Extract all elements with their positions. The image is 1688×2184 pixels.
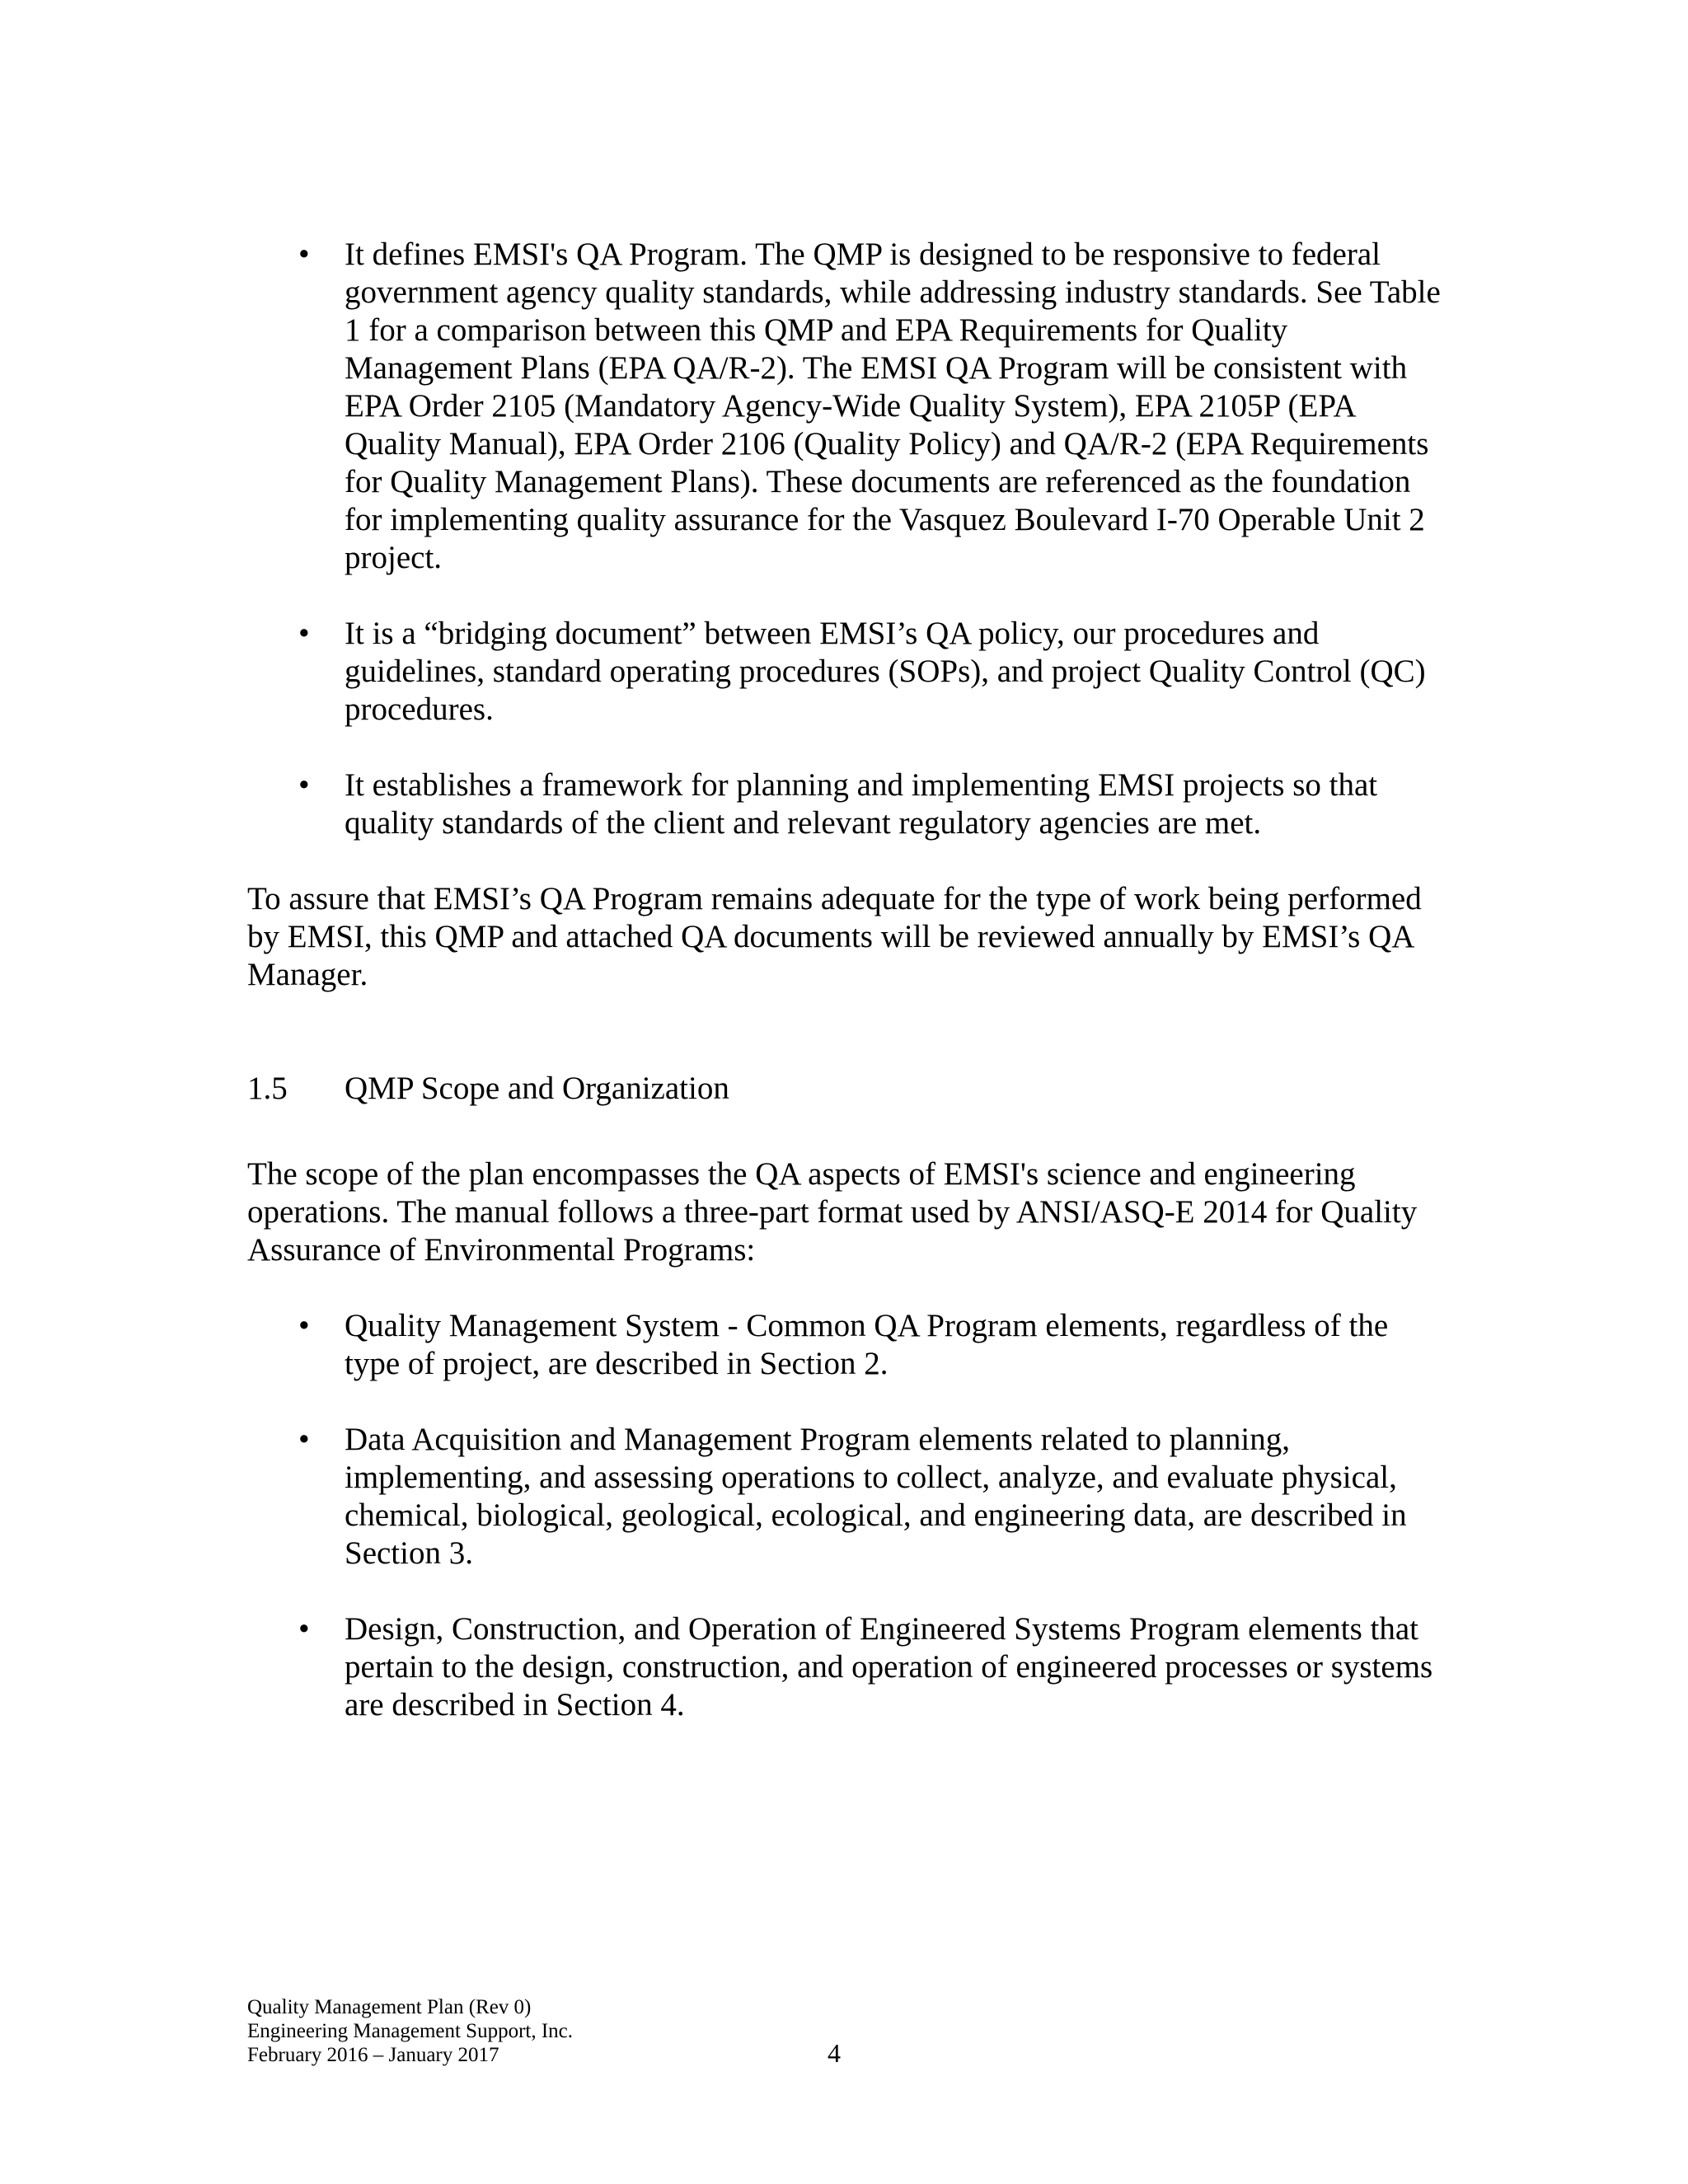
page-content [247,236,1442,1724]
page-number: 4 [828,2038,841,2068]
list-item [247,1307,1442,1383]
bullet-icon: • [298,237,310,272]
bullet-icon: • [298,1308,310,1343]
list-item [247,1610,1442,1724]
bullet-text: It is a “bridging document” between EMSI’s QA policy, our procedures and guidelines, standard operating procedures (SOPs), and project Quality Control (QC) procedures. [345,616,1426,727]
intro-bullet-list [247,236,1442,842]
bullet-text: It defines EMSI's QA Program. The QMP is designed to be responsive to federal government agency quality standards, while addressing industry standards. See Table 1 for a comparison between this QMP and EPA Requirements for Quality Management Plans (EPA QA/R-2). The EMSI QA Program will be consistent with EPA Order 2105 (Mandatory Agency-Wide Quality System), EPA 2105P (EPA Quality Manual), EPA Order 2106 (Quality Policy) and QA/R-2 (EPA Requirements for Quality Management Plans). These documents are referenced as the foundation for implementing quality assurance for the Vasquez Boulevard I-70 Operable Unit 2 project. [345,237,1441,575]
list-item [247,766,1442,842]
bullet-icon: • [298,616,310,651]
list-item [247,1421,1442,1572]
footer-company: Engineering Management Support, Inc. [247,2020,574,2042]
list-item [247,236,1442,577]
bullet-icon: • [298,767,310,803]
page-footer [247,1995,573,2067]
section-number: 1.5 [247,1071,288,1106]
section-title: QMP Scope and Organization [345,1071,729,1106]
bullet-icon: • [298,1611,310,1647]
review-paragraph: To assure that EMSI’s QA Program remains adequate for the type of work being performed by EMSI, this QMP and attached QA documents will be reviewed annually by EMSI’s QA Manager. [247,881,1422,992]
bullet-icon: • [298,1422,310,1457]
scope-bullet-list [247,1307,1442,1724]
bullet-text: Quality Management System - Common QA Program elements, regardless of the type of project, are described in Section 2. [345,1308,1389,1381]
bullet-text: It establishes a framework for planning and implementing EMSI projects so that quality standards of the client and relevant regulatory agencies are met. [345,767,1378,841]
section-heading [247,1070,1442,1108]
bullet-text: Design, Construction, and Operation of Engineered Systems Program elements that pertain to the design, construction, and operation of engineered processes or systems are described in Section 4. [345,1611,1433,1722]
scope-paragraph: The scope of the plan encompasses the QA aspects of EMSI's science and engineering operations. The manual follows a three-part format used by ANSI/ASQ-E 2014 for Quality Assurance of Environmental Programs: [247,1156,1418,1268]
footer-date-range: February 2016 – January 2017 [247,2044,499,2066]
list-item [247,615,1442,729]
footer-doc-title: Quality Management Plan (Rev 0) [247,1996,532,2018]
bullet-text: Data Acquisition and Management Program elements related to planning, implementing, and assessing operations to collect, analyze, and evaluate physical, chemical, biological, geological, ecological, and engineering data, are described in Section 3. [345,1422,1407,1571]
